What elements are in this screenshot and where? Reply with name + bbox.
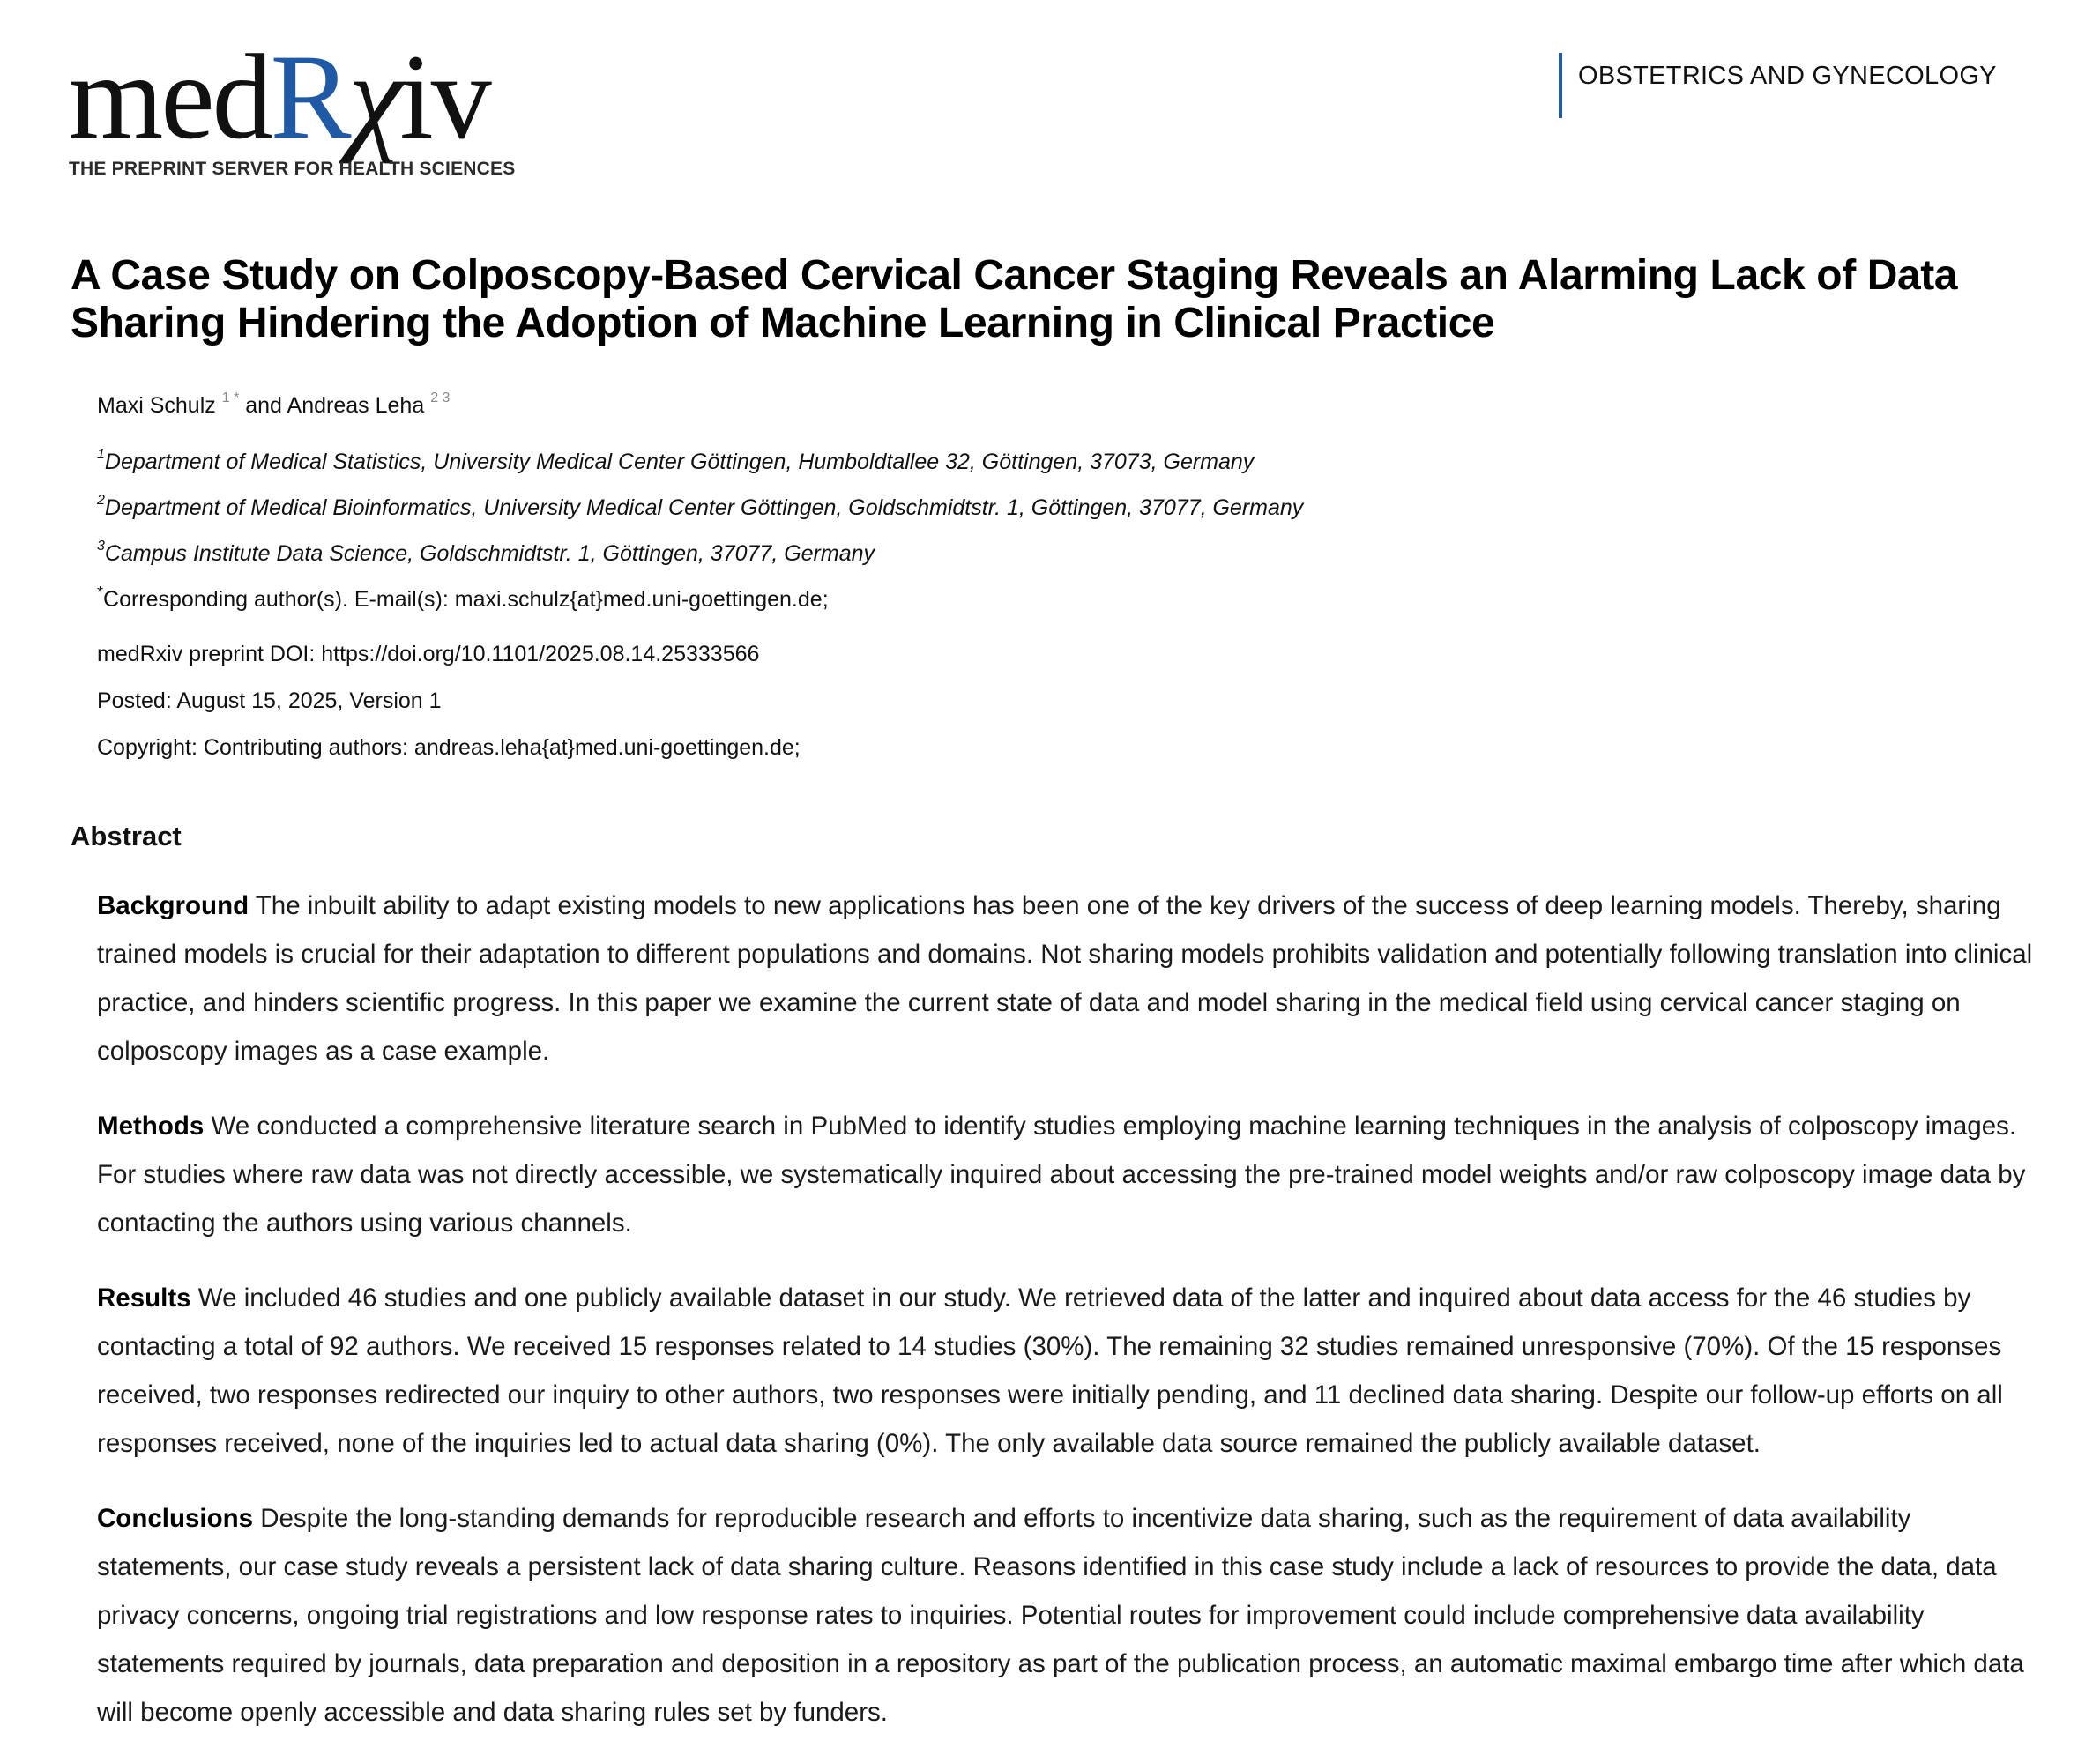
corresponding-author xyxy=(97,577,2037,612)
logo-part-med: med xyxy=(69,29,271,164)
corresponding-text: Corresponding author(s). E-mail(s): maxi.schulz{at}med.uni-goettingen.de; xyxy=(103,587,829,612)
section-label: Background xyxy=(97,891,249,920)
section-label: Conclusions xyxy=(97,1504,254,1533)
affiliation-text: Department of Medical Bioinformatics, University Medical Center Göttingen, Goldschmidtstr. 1, Göttingen, 37077, Germany xyxy=(104,495,1304,520)
affiliation-mark: 3 xyxy=(97,539,105,554)
abstract-section-results xyxy=(97,1274,2045,1468)
affiliation-mark: 2 xyxy=(97,493,105,508)
author-joiner: and xyxy=(245,393,282,418)
copyright-line: Copyright: Contributing authors: andreas.leha{at}med.uni-goettingen.de; xyxy=(97,735,801,760)
logo-part-chi: χ xyxy=(348,29,400,164)
author-affiliation-marks: 1 * xyxy=(221,391,240,405)
section-text: We included 46 studies and one publicly available dataset in our study. We retrieved data of the latter and inquired about data access for the 46 studies by contacting a total of 92 authors. We received 15 responses related to 14 studies (30%). The remaining 32 studies remained unresponsive (70%). Of the 15 responses received, two responses redirected our inquiry to other authors, two responses were initially pending, and 11 declined data sharing. Despite our follow-up efforts on all responses received, none of the inquiries led to actual data sharing (0%). The only available data source remained the publicly available dataset. xyxy=(97,1283,2003,1458)
author-affiliation-marks: 2 3 xyxy=(430,391,451,405)
affiliation xyxy=(97,439,2037,474)
logo-part-iv: iv xyxy=(399,29,489,164)
affiliation-mark: 1 xyxy=(97,447,105,462)
affiliation-list xyxy=(97,439,2037,566)
logo-tagline: THE PREPRINT SERVER FOR HEALTH SCIENCES xyxy=(69,159,516,179)
abstract-section-methods xyxy=(97,1102,2045,1247)
section-label: Results xyxy=(97,1283,191,1313)
author-list xyxy=(97,383,2037,418)
abstract-section-background xyxy=(97,882,2045,1075)
paper-metadata xyxy=(97,383,2037,763)
corresponding-mark: * xyxy=(97,584,104,601)
doi-line[interactable]: medRxiv preprint DOI: https://doi.org/10.1101/2025.08.14.25333566 xyxy=(97,642,760,666)
author-name[interactable]: Maxi Schulz xyxy=(97,393,216,418)
section-text: We conducted a comprehensive literature search in PubMed to identify studies employing machine learning techniques in the analysis of colposcopy images. For studies where raw data was not directly accessible, we systematically inquired about accessing the pre-trained model weights and/or raw colposcopy image data by contacting the authors using various channels. xyxy=(97,1112,2026,1238)
medrxiv-logo[interactable] xyxy=(69,29,562,180)
affiliation xyxy=(97,485,2037,520)
paper-title: A Case Study on Colposcopy-Based Cervical Cancer Staging Reveals an Alarming Lack of Data Sharing Hindering the Adoption of Machine Learning in Clinical Practice xyxy=(71,252,1958,346)
logo-wordmark xyxy=(69,29,562,164)
subject-label[interactable]: OBSTETRICS AND GYNECOLOGY xyxy=(1578,61,1997,90)
subject-area xyxy=(1559,53,1997,118)
abstract-body xyxy=(97,882,2045,1763)
section-text: Despite the long-standing demands for reproducible research and efforts to incentivize data sharing, such as the requirement of data availability statements, our case study reveals a persistent lack of data sharing culture. Reasons identified in this case study include a lack of resources to provide the data, data privacy concerns, ongoing trial registrations and low response rates to inquiries. Potential routes for improvement could include comprehensive data availability statements required by journals, data preparation and deposition in a repository as part of the publication process, an automatic maximal embargo time after which data will become openly accessible and data sharing rules set by funders. xyxy=(97,1504,2024,1727)
author-name[interactable]: Andreas Leha xyxy=(287,393,425,418)
affiliation xyxy=(97,531,2037,566)
affiliation-text: Department of Medical Statistics, University Medical Center Göttingen, Humboldtallee 32, Göttingen, 37073, Germany xyxy=(104,450,1255,474)
publication-info xyxy=(97,638,2037,763)
abstract-heading: Abstract xyxy=(71,821,182,852)
logo-part-r: R xyxy=(270,29,349,164)
affiliation-text: Campus Institute Data Science, Goldschmidtstr. 1, Göttingen, 37077, Germany xyxy=(104,541,875,566)
abstract-section-conclusions xyxy=(97,1494,2045,1737)
section-text: The inbuilt ability to adapt existing models to new applications has been one of the key drivers of the success of deep learning models. Thereby, sharing trained models is crucial for their adaptation to different populations and domains. Not sharing models prohibits validation and potentially following translation into clinical practice, and hinders scientific progress. In this paper we examine the current state of data and model sharing in the medical field using cervical cancer staging on colposcopy images as a case example. xyxy=(97,891,2033,1066)
posted-date: Posted: August 15, 2025, Version 1 xyxy=(97,688,442,713)
section-label: Methods xyxy=(97,1112,205,1141)
